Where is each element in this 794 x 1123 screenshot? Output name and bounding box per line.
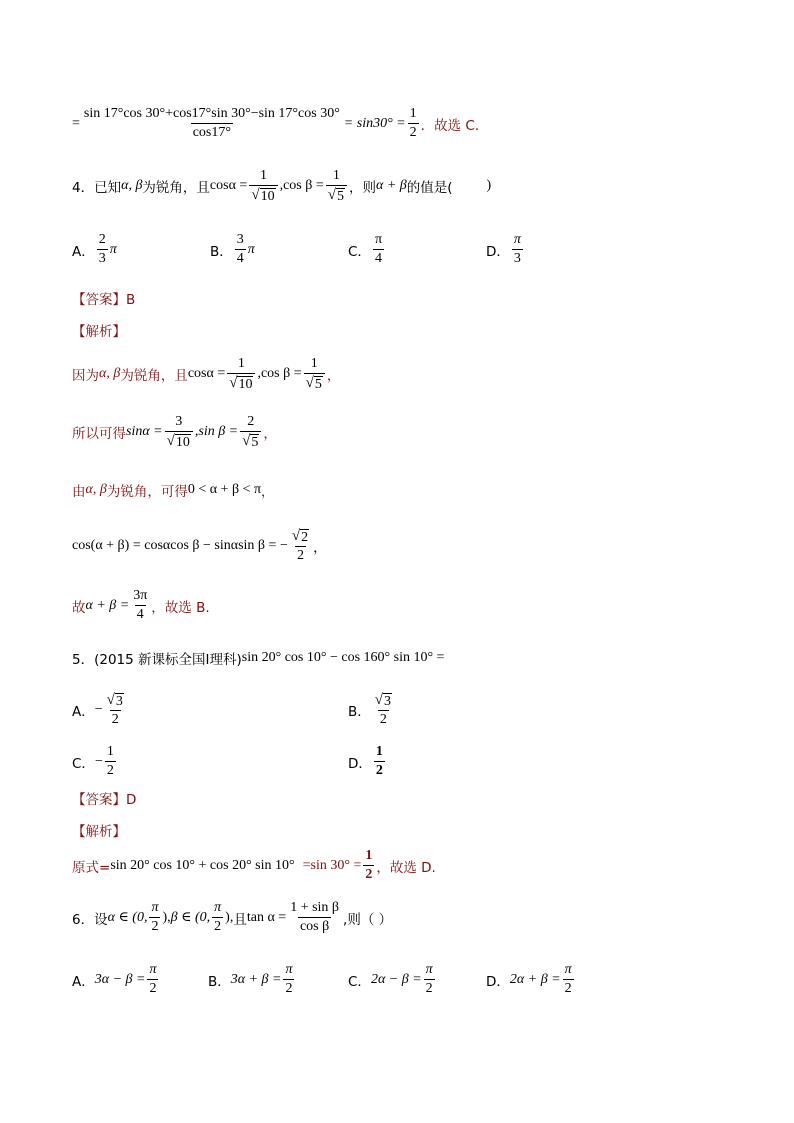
option-fraction — [512, 232, 523, 267]
sum-eq: α + β = — [85, 597, 130, 613]
q5-prefix: 5．(2015 新课标全国Ⅰ理科) — [72, 652, 242, 668]
q5-option-b — [348, 692, 396, 728]
num: π — [564, 962, 572, 977]
den: 2 — [375, 763, 383, 779]
option-label: A． — [72, 973, 95, 990]
q5-option-d — [348, 744, 387, 779]
sqrt-5: 5 — [251, 434, 259, 450]
fraction-numerator: sin 17°cos 30°+cos17°sin 30°−sin 17°cos 30° — [83, 106, 340, 121]
inequality: 0 < α + β < π — [187, 482, 262, 497]
close: ), — [162, 909, 171, 925]
text: 为锐角，可得 — [106, 484, 188, 500]
comma: ， — [261, 484, 275, 500]
den: 2 — [425, 981, 433, 997]
q6-option-b — [208, 962, 297, 997]
option-fraction — [97, 232, 108, 267]
den: 4 — [374, 251, 382, 267]
frac — [373, 692, 394, 728]
frac — [374, 744, 385, 779]
option-label: A． — [72, 704, 95, 721]
num: 1 — [237, 356, 245, 371]
sqrt-10: 10 — [175, 434, 190, 450]
frac — [304, 356, 325, 392]
den: 2 — [365, 867, 373, 883]
q6-prefix: 6．设 — [72, 911, 108, 928]
lhs: 3α − β = — [94, 971, 146, 987]
den: √ 5 — [240, 431, 261, 450]
num: π — [285, 962, 293, 977]
q5-option-a — [72, 692, 128, 728]
sqrt-2: 2 — [301, 529, 309, 545]
frac — [227, 356, 255, 392]
frac — [131, 588, 149, 623]
frac — [288, 900, 341, 935]
q4-option-b — [210, 232, 255, 267]
num: √ 3 — [106, 692, 123, 709]
comma: ， — [263, 426, 277, 443]
frac — [363, 848, 374, 883]
half-num: 1 — [409, 106, 417, 121]
q5-option-c — [72, 744, 118, 779]
den: √ 5 — [304, 373, 325, 392]
text: 由 — [72, 484, 86, 500]
cos-alpha: cosα = — [187, 366, 226, 382]
sqrt-10: 10 — [238, 376, 253, 392]
den: 2 — [111, 712, 119, 728]
sqrt-10: 10 — [260, 188, 275, 204]
num: π — [214, 900, 222, 915]
fraction-denominator: cos17° — [192, 125, 231, 141]
q6-option-d — [486, 962, 576, 997]
q4-analysis-step-1 — [72, 356, 340, 392]
q4-text2: ，则 — [348, 180, 376, 197]
q4-frac-2 — [326, 168, 347, 204]
q4-frac-1-num: 1 — [259, 168, 267, 183]
q4-frac-2-num: 1 — [332, 168, 340, 183]
frac — [563, 962, 574, 997]
option-label: B． — [348, 704, 371, 721]
option-label: D． — [348, 755, 372, 772]
close: ), — [225, 909, 234, 925]
tan-alpha: tan α = — [246, 909, 287, 925]
option-fraction — [373, 232, 384, 267]
q6-option-c — [348, 962, 437, 997]
question-4 — [72, 168, 491, 204]
sin-beta: ,sin β = — [194, 424, 239, 440]
num: 1 — [106, 744, 114, 759]
lhs: 2α − β = — [370, 971, 422, 987]
num: 1 — [365, 848, 373, 863]
num: 2 — [247, 414, 255, 429]
cos-sum-expr: cos(α + β) = cosαcos β − sinαsin β = − — [72, 538, 288, 554]
pi-symbol: π — [247, 241, 255, 257]
frac — [424, 962, 435, 997]
sin30-expr: = sin30° = — [343, 115, 406, 131]
q4-analysis-step-3 — [72, 480, 275, 500]
vars: α, β — [85, 482, 107, 497]
frac — [105, 692, 126, 728]
q4-text3: 的值是( — [406, 180, 453, 197]
num: 1 + sin β — [290, 900, 340, 915]
q4-option-c — [348, 232, 386, 267]
den: √ 10 — [227, 373, 255, 392]
q4-analysis-step-4 — [72, 528, 327, 564]
den: 3 — [98, 251, 106, 267]
q4-frac-2-den: √ 5 — [326, 185, 347, 204]
text: 为锐角，且 — [120, 368, 188, 385]
cos-values — [188, 356, 327, 392]
sqrt-3: 3 — [115, 693, 123, 709]
q5-answer: 【答案】D — [72, 792, 137, 808]
sin-values — [126, 414, 263, 450]
lhs: 2α + β = — [509, 971, 561, 987]
q5-analysis-step-1 — [72, 848, 436, 883]
alpha-interval: α ∈ (0, — [107, 910, 148, 926]
choose-b-text: ，故选 B. — [151, 599, 210, 616]
sin30-eq: =sin 30° = — [302, 857, 362, 873]
num: π — [513, 232, 521, 247]
choose-d-text: ，故选 D. — [376, 859, 436, 876]
den: 2 — [564, 981, 572, 997]
fraction-half — [408, 106, 419, 141]
fraction-main — [82, 106, 342, 141]
neg-sign: − — [94, 702, 103, 718]
choose-c-text: ．故选 C． — [420, 117, 489, 134]
num: √ 2 — [291, 528, 309, 545]
neg-sign: − — [94, 753, 103, 769]
text: 且 — [233, 911, 247, 928]
den: 2 — [106, 763, 114, 779]
sqrt-5: 5 — [314, 376, 322, 392]
den: 2 — [149, 981, 157, 997]
num: 3 — [175, 414, 183, 429]
option-label: C． — [348, 243, 371, 260]
num: π — [374, 232, 383, 247]
q6-end: ,则（ ） — [343, 911, 393, 928]
option-label: D． — [486, 243, 510, 260]
frac — [283, 962, 294, 997]
num: √ 3 — [374, 692, 391, 709]
q4-prefix: 4．已知 — [72, 180, 122, 197]
sin-alpha: sinα = — [126, 424, 163, 440]
frac — [147, 962, 158, 997]
q4-analysis-step-2 — [72, 414, 277, 450]
option-fraction — [235, 232, 246, 267]
sqrt-3: 3 — [384, 693, 391, 709]
den: 4 — [236, 251, 244, 267]
half-den: 2 — [409, 125, 417, 141]
comma: ， — [326, 368, 341, 385]
den: √ 10 — [165, 431, 193, 450]
option-label: A． — [72, 243, 95, 260]
den: 4 — [136, 607, 144, 623]
option-label: C． — [348, 973, 371, 990]
sqrt-5: 5 — [336, 188, 344, 204]
text: 因为 — [72, 368, 99, 385]
cos-beta: ,cos β = — [257, 366, 302, 382]
vars: α, β — [99, 366, 121, 382]
frac — [212, 900, 223, 935]
option-label: D． — [486, 973, 510, 990]
q4-vars: α, β — [121, 178, 143, 194]
den: 2 — [296, 548, 304, 564]
q4-analysis-step-5 — [72, 588, 210, 623]
option-label: B． — [210, 243, 233, 260]
num: 1 — [310, 356, 318, 371]
solution-line-q3 — [72, 106, 488, 141]
frac — [149, 900, 160, 935]
question-5 — [72, 648, 444, 668]
q4-sum: α + β — [375, 178, 407, 194]
lhs: 3α + β = — [230, 971, 282, 987]
num: π — [151, 900, 159, 915]
den: 2 — [214, 919, 222, 935]
beta-interval: β ∈ (0, — [170, 910, 211, 926]
q4-close-paren: ) — [486, 178, 492, 194]
num: 3π — [133, 588, 148, 603]
option-label: C． — [72, 755, 95, 772]
q4-frac-1 — [249, 168, 277, 204]
q4-cos-alpha: cosα = — [209, 178, 248, 194]
num: 3 — [236, 232, 244, 247]
q5-expr: sin 20° cos 10° − cos 160° sin 10° = — [241, 650, 445, 665]
question-6 — [72, 900, 392, 935]
q6-option-a — [72, 962, 160, 997]
frac — [240, 414, 261, 450]
q5-analysis-heading: 【解析】 — [72, 824, 126, 840]
num: 1 — [375, 744, 383, 759]
den: 2 — [151, 919, 159, 935]
text: 故 — [72, 599, 86, 616]
expr: sin 20° cos 10° + cos 20° sin 10° — [110, 857, 295, 873]
text: 原式= — [72, 859, 111, 876]
q4-analysis-heading: 【解析】 — [72, 324, 126, 340]
q4-option-d — [486, 232, 525, 267]
q4-text1: 为锐角，且 — [142, 180, 210, 197]
frac — [105, 744, 116, 779]
text: 所以可得 — [72, 426, 126, 443]
option-label: B． — [208, 973, 231, 990]
comma: ， — [313, 540, 327, 557]
den: 3 — [513, 251, 521, 267]
equals-sign: = — [72, 115, 80, 131]
num: 2 — [98, 232, 106, 247]
q4-frac-1-den: √ 10 — [249, 185, 277, 204]
den: 2 — [285, 981, 293, 997]
den: cos β — [299, 919, 330, 935]
den: 2 — [379, 712, 387, 728]
frac — [165, 414, 193, 450]
frac — [290, 528, 311, 564]
q4-cos-beta: ,cos β = — [279, 178, 324, 194]
q4-option-a — [72, 232, 117, 267]
num: π — [425, 962, 433, 977]
q4-answer: 【答案】B — [72, 292, 136, 308]
num: π — [149, 962, 157, 977]
pi-symbol: π — [109, 241, 117, 257]
